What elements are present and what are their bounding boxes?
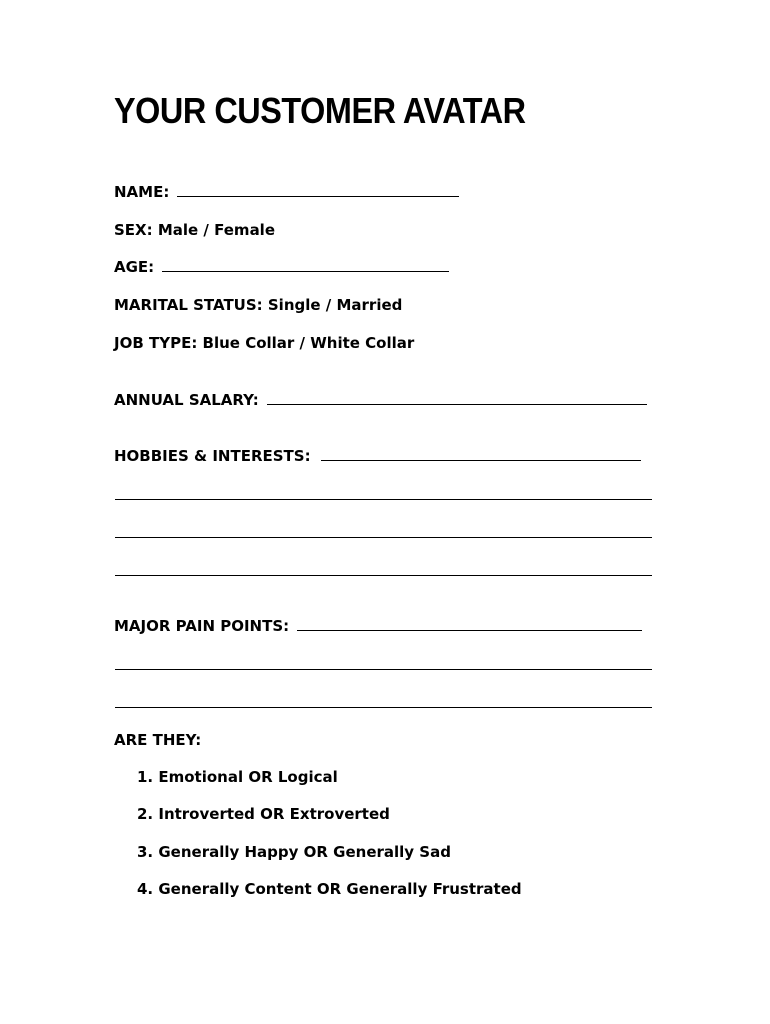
job-type-label: JOB TYPE: Blue Collar / White Collar bbox=[114, 334, 415, 352]
hobbies-label: HOBBIES & INTERESTS: bbox=[114, 447, 311, 465]
age-blank[interactable] bbox=[162, 270, 449, 272]
page-title: YOUR CUSTOMER AVATAR bbox=[114, 90, 526, 131]
annual-salary-blank[interactable] bbox=[267, 403, 647, 405]
list-item: 3. Generally Happy OR Generally Sad bbox=[137, 843, 451, 861]
pain-points-line-2[interactable] bbox=[115, 669, 652, 670]
pain-points-blank[interactable] bbox=[297, 629, 642, 631]
age-label: AGE: bbox=[114, 258, 155, 276]
hobbies-line-3[interactable] bbox=[115, 537, 652, 538]
age-field bbox=[114, 256, 449, 276]
pain-points-field bbox=[114, 615, 642, 635]
marital-status-label: MARITAL STATUS: Single / Married bbox=[114, 296, 403, 314]
name-field bbox=[114, 181, 459, 201]
list-item: 1. Emotional OR Logical bbox=[137, 768, 338, 786]
are-they-label: ARE THEY: bbox=[114, 731, 202, 749]
job-type-field bbox=[114, 332, 414, 352]
name-label: NAME: bbox=[114, 183, 170, 201]
pain-points-label: MAJOR PAIN POINTS: bbox=[114, 617, 290, 635]
list-item: 4. Generally Content OR Generally Frustrated bbox=[137, 880, 522, 898]
name-blank[interactable] bbox=[177, 195, 459, 197]
hobbies-line-2[interactable] bbox=[115, 499, 652, 500]
marital-status-field bbox=[114, 294, 402, 314]
hobbies-line-4[interactable] bbox=[115, 575, 652, 576]
hobbies-blank[interactable] bbox=[321, 459, 641, 461]
sex-field bbox=[114, 219, 275, 239]
sex-label: SEX: Male / Female bbox=[114, 221, 276, 239]
annual-salary-field bbox=[114, 389, 647, 409]
list-item: 2. Introverted OR Extroverted bbox=[137, 805, 390, 823]
annual-salary-label: ANNUAL SALARY: bbox=[114, 391, 259, 409]
pain-points-line-3[interactable] bbox=[115, 707, 652, 708]
hobbies-field bbox=[114, 445, 641, 465]
are-they-heading bbox=[114, 729, 201, 749]
